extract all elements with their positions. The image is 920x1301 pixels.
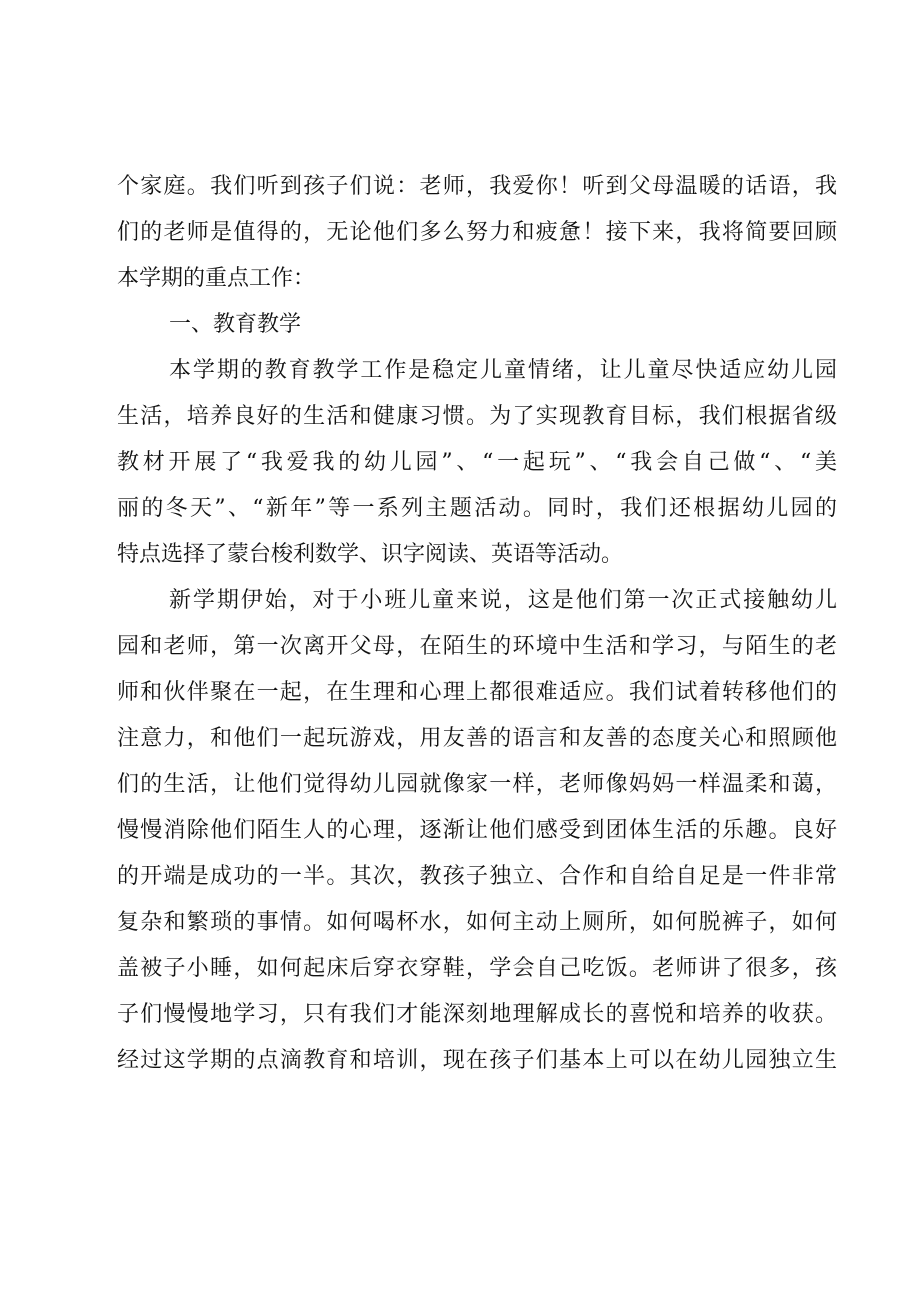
text-line: 经过这学期的点滴教育和培训，现在孩子们基本上可以在幼儿园独立生	[117, 1048, 837, 1073]
text-line: 子们慢慢地学习，只有我们才能深刻地理解成长的喜悦和培养的收获。	[117, 1002, 837, 1027]
text-line: 个家庭。我们听到孩子们说：老师，我爱你！听到父母温暖的话语，我	[117, 174, 837, 199]
text-line: 园和老师，第一次离开父母，在陌生的环境中生活和学习，与陌生的老	[117, 634, 837, 659]
section-heading	[117, 302, 837, 348]
text-line: 师和伙伴聚在一起，在生理和心理上都很难适应。我们试着转移他们的	[117, 680, 837, 705]
text-line: 新学期伊始，对于小班儿童来说，这是他们第一次正式接触幼儿	[169, 588, 837, 613]
paragraph-new-semester	[117, 578, 837, 1084]
paragraph-teaching-work	[117, 348, 837, 578]
text-line: 们的生活，让他们觉得幼儿园就像家一样，老师像妈妈一样温柔和蔼，	[117, 772, 837, 797]
text-line: 本学期的教育教学工作是稳定儿童情绪，让儿童尽快适应幼儿园	[169, 358, 837, 383]
text-line: 生活，培养良好的生活和健康习惯。为了实现教育目标，我们根据省级	[117, 404, 837, 429]
text-line: 慢慢消除他们陌生人的心理，逐渐让他们感受到团体生活的乐趣。良好	[117, 818, 837, 843]
text-line: 教材开展了“我爱我的幼儿园”、“一起玩”、“我会自己做“、“美	[117, 450, 837, 475]
text-line: 本学期的重点工作：	[117, 266, 316, 291]
paragraph-continuation	[117, 164, 837, 302]
document-body	[117, 164, 837, 1084]
text-line: 特点选择了蒙台梭利数学、识字阅读、英语等活动。	[117, 542, 624, 567]
heading-text: 一、教育教学	[169, 312, 302, 337]
text-line: 盖被子小睡，如何起床后穿衣穿鞋，学会自己吃饭。老师讲了很多，孩	[117, 956, 837, 981]
text-line: 复杂和繁琐的事情。如何喝杯水，如何主动上厕所，如何脱裤子，如何	[117, 910, 837, 935]
text-line: 的开端是成功的一半。其次，教孩子独立、合作和自给自足是一件非常	[117, 864, 837, 889]
text-line: 注意力，和他们一起玩游戏，用友善的语言和友善的态度关心和照顾他	[117, 726, 837, 751]
text-line: 丽的冬天”、“新年”等一系列主题活动。同时，我们还根据幼儿园的	[117, 496, 837, 521]
text-line: 们的老师是值得的，无论他们多么努力和疲惫！接下来，我将简要回顾	[117, 220, 837, 245]
